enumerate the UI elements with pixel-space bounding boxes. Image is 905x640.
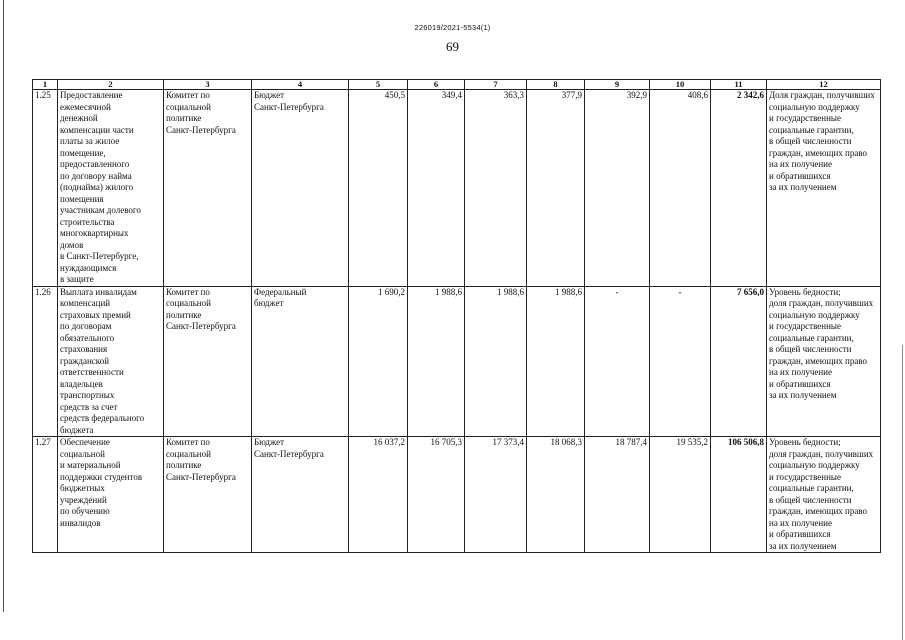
value-col-10: -: [650, 286, 711, 437]
page-number: 69: [446, 39, 459, 54]
indicator: Доля граждан, получивших социальную поддержку и государственные социальные гарантии, в общей численности граждан, имеющих право на их получение и обратившихся за их получением: [767, 90, 881, 287]
value-col-9: -: [585, 286, 650, 437]
column-header: 2: [58, 80, 164, 90]
column-header: 8: [527, 80, 585, 90]
row-number: 1.26: [33, 286, 58, 437]
total-value: 7 656,0: [711, 286, 767, 437]
scan-edge-right: [902, 345, 903, 640]
value-col-5: 1 690,2: [349, 286, 408, 437]
total-value: 106 506,8: [711, 437, 767, 553]
value-col-7: 1 988,6: [465, 286, 527, 437]
total-value: 2 342,6: [711, 90, 767, 287]
document-number: 226019/2021-5534(1): [414, 23, 491, 32]
measure-name: Обеспечение социальной и материальной поддержки студентов бюджетных учреждений по обучению инвалидов: [58, 437, 164, 553]
column-header: 4: [252, 80, 349, 90]
measure-name: Предоставление ежемесячной денежной компенсации части платы за жилое помещение, предоставленного по договору найма (поднайма) жилого помещения участникам долевого строительства многоквартирных домов в Санкт-Петербурге, нуждающимся в защите: [58, 90, 164, 287]
value-col-8: 18 068,3: [527, 437, 585, 553]
table-header-row: [33, 80, 881, 90]
value-col-6: 1 988,6: [408, 286, 465, 437]
table-row: [33, 286, 881, 437]
executor: Комитет по социальной политике Санкт-Петербурга: [164, 90, 252, 287]
funding-source: Бюджет Санкт-Петербурга: [252, 90, 349, 287]
row-number: 1.25: [33, 90, 58, 287]
executor: Комитет по социальной политике Санкт-Петербурга: [164, 286, 252, 437]
table-row: [33, 437, 881, 553]
value-col-8: 377,9: [527, 90, 585, 287]
column-header: 12: [767, 80, 881, 90]
value-col-10: 19 535,2: [650, 437, 711, 553]
value-col-10: 408,6: [650, 90, 711, 287]
indicator: Уровень бедности; доля граждан, получивших социальную поддержку и государственные социальные гарантии, в общей численности граждан, имеющих право на их получение и обратившихся за их получением: [767, 286, 881, 437]
column-header: 6: [408, 80, 465, 90]
scan-edge-left: [3, 0, 4, 612]
value-col-9: 18 787,4: [585, 437, 650, 553]
funding-source: Бюджет Санкт-Петербурга: [252, 437, 349, 553]
funding-source: Федеральный бюджет: [252, 286, 349, 437]
column-header: 10: [650, 80, 711, 90]
value-col-7: 17 373,4: [465, 437, 527, 553]
value-col-6: 16 705,3: [408, 437, 465, 553]
column-header: 3: [164, 80, 252, 90]
column-header: 1: [33, 80, 58, 90]
row-number: 1.27: [33, 437, 58, 553]
column-header: 9: [585, 80, 650, 90]
table-row: [33, 90, 881, 287]
column-header: 11: [711, 80, 767, 90]
value-col-7: 363,3: [465, 90, 527, 287]
indicator: Уровень бедности; доля граждан, получивших социальную поддержку и государственные социальные гарантии, в общей численности граждан, имеющих право на их получение и обратившихся за их получением: [767, 437, 881, 553]
value-col-5: 450,5: [349, 90, 408, 287]
column-header: 5: [349, 80, 408, 90]
value-col-5: 16 037,2: [349, 437, 408, 553]
executor: Комитет по социальной политике Санкт-Петербурга: [164, 437, 252, 553]
measure-name: Выплата инвалидам компенсаций страховых премий по договорам обязательного страхования гражданской ответственности владельцев транспортных средств за счет средств федерального бюджета: [58, 286, 164, 437]
value-col-8: 1 988,6: [527, 286, 585, 437]
value-col-9: 392,9: [585, 90, 650, 287]
column-header: 7: [465, 80, 527, 90]
value-col-6: 349,4: [408, 90, 465, 287]
program-measures-table: [32, 79, 881, 553]
